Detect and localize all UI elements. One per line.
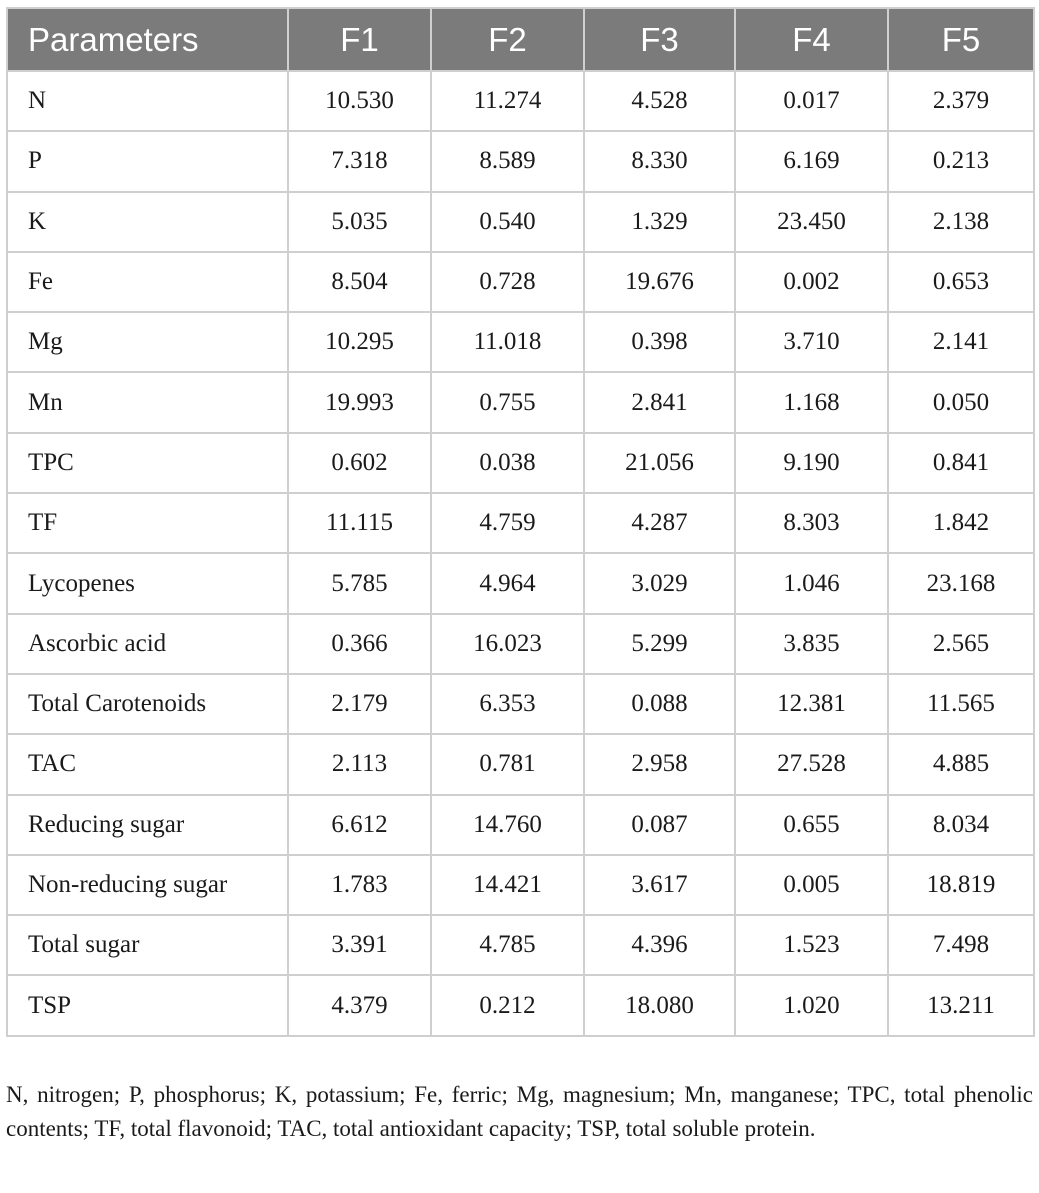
cell-f5: 0.653 [888, 252, 1034, 312]
cell-f1: 2.179 [288, 674, 431, 734]
cell-f5: 8.034 [888, 795, 1034, 855]
cell-f3: 1.329 [584, 192, 735, 252]
cell-f5: 2.138 [888, 192, 1034, 252]
header-cell-f5: F5 [888, 8, 1034, 71]
table-row [7, 71, 1034, 131]
cell-f2: 11.274 [431, 71, 584, 131]
cell-parameter: Fe [7, 252, 288, 312]
header-cell-f1: F1 [288, 8, 431, 71]
cell-parameter: TPC [7, 433, 288, 493]
table-row [7, 674, 1034, 734]
cell-f3: 19.676 [584, 252, 735, 312]
cell-f2: 6.353 [431, 674, 584, 734]
table-row [7, 493, 1034, 553]
cell-f2: 0.755 [431, 372, 584, 432]
cell-parameter: Non-reducing sugar [7, 855, 288, 915]
cell-f4: 3.710 [735, 312, 888, 372]
cell-f2: 4.964 [431, 553, 584, 613]
cell-parameter: Ascorbic acid [7, 614, 288, 674]
cell-f4: 12.381 [735, 674, 888, 734]
table-row [7, 975, 1034, 1035]
cell-parameter: P [7, 131, 288, 191]
cell-f1: 0.602 [288, 433, 431, 493]
cell-f3: 18.080 [584, 975, 735, 1035]
cell-f1: 4.379 [288, 975, 431, 1035]
cell-f3: 8.330 [584, 131, 735, 191]
cell-parameter: N [7, 71, 288, 131]
cell-f5: 11.565 [888, 674, 1034, 734]
data-table [6, 7, 1035, 1037]
cell-f2: 0.540 [431, 192, 584, 252]
cell-f2: 4.785 [431, 915, 584, 975]
cell-f5: 0.841 [888, 433, 1034, 493]
cell-f3: 21.056 [584, 433, 735, 493]
cell-f2: 8.589 [431, 131, 584, 191]
table-header [7, 8, 1034, 71]
header-cell-f3: F3 [584, 8, 735, 71]
cell-f4: 0.655 [735, 795, 888, 855]
cell-f1: 11.115 [288, 493, 431, 553]
cell-f1: 5.785 [288, 553, 431, 613]
cell-f1: 2.113 [288, 734, 431, 794]
cell-f1: 5.035 [288, 192, 431, 252]
cell-f4: 8.303 [735, 493, 888, 553]
cell-f3: 4.396 [584, 915, 735, 975]
cell-f4: 27.528 [735, 734, 888, 794]
cell-parameter: K [7, 192, 288, 252]
cell-f5: 4.885 [888, 734, 1034, 794]
cell-f2: 0.212 [431, 975, 584, 1035]
cell-f4: 23.450 [735, 192, 888, 252]
cell-f2: 14.760 [431, 795, 584, 855]
table-body [7, 71, 1034, 1036]
cell-f1: 10.295 [288, 312, 431, 372]
cell-f5: 13.211 [888, 975, 1034, 1035]
cell-f1: 10.530 [288, 71, 431, 131]
table-row [7, 795, 1034, 855]
cell-f3: 0.398 [584, 312, 735, 372]
cell-f4: 0.002 [735, 252, 888, 312]
cell-f3: 4.287 [584, 493, 735, 553]
cell-f1: 6.612 [288, 795, 431, 855]
cell-parameter: Lycopenes [7, 553, 288, 613]
cell-f4: 1.523 [735, 915, 888, 975]
cell-f3: 0.088 [584, 674, 735, 734]
table-footnote: N, nitrogen; P, phosphorus; K, potassium; Fe, ferric; Mg, magnesium; Mn, manganese; TPC, total phenolic contents; TF, total flavonoid; TAC, total antioxidant capacity; TSP, total soluble protein. [6, 1082, 1033, 1141]
cell-f5: 2.565 [888, 614, 1034, 674]
cell-parameter: Mg [7, 312, 288, 372]
cell-f5: 0.050 [888, 372, 1034, 432]
cell-f2: 11.018 [431, 312, 584, 372]
cell-parameter: TAC [7, 734, 288, 794]
cell-f4: 3.835 [735, 614, 888, 674]
table-row [7, 252, 1034, 312]
cell-f2: 0.728 [431, 252, 584, 312]
cell-f2: 4.759 [431, 493, 584, 553]
table-row [7, 372, 1034, 432]
cell-parameter: TSP [7, 975, 288, 1035]
cell-f4: 1.020 [735, 975, 888, 1035]
cell-f5: 23.168 [888, 553, 1034, 613]
table-row [7, 614, 1034, 674]
cell-f4: 9.190 [735, 433, 888, 493]
cell-f2: 0.038 [431, 433, 584, 493]
cell-f1: 0.366 [288, 614, 431, 674]
cell-f5: 2.379 [888, 71, 1034, 131]
cell-f3: 2.958 [584, 734, 735, 794]
cell-parameter: Total sugar [7, 915, 288, 975]
cell-f4: 6.169 [735, 131, 888, 191]
header-cell-parameters: Parameters [7, 8, 288, 71]
table-row [7, 192, 1034, 252]
header-cell-f4: F4 [735, 8, 888, 71]
table-row [7, 433, 1034, 493]
table-row [7, 312, 1034, 372]
cell-parameter: Mn [7, 372, 288, 432]
table-row [7, 131, 1034, 191]
cell-f5: 7.498 [888, 915, 1034, 975]
cell-f3: 3.617 [584, 855, 735, 915]
table-row [7, 734, 1034, 794]
cell-f1: 7.318 [288, 131, 431, 191]
table-row [7, 855, 1034, 915]
cell-f4: 1.168 [735, 372, 888, 432]
cell-f4: 0.005 [735, 855, 888, 915]
cell-parameter: TF [7, 493, 288, 553]
cell-f1: 8.504 [288, 252, 431, 312]
cell-parameter: Reducing sugar [7, 795, 288, 855]
cell-f2: 16.023 [431, 614, 584, 674]
cell-f3: 3.029 [584, 553, 735, 613]
cell-f4: 1.046 [735, 553, 888, 613]
cell-parameter: Total Carotenoids [7, 674, 288, 734]
cell-f5: 1.842 [888, 493, 1034, 553]
cell-f1: 1.783 [288, 855, 431, 915]
header-row [7, 8, 1034, 71]
table-row [7, 915, 1034, 975]
cell-f3: 5.299 [584, 614, 735, 674]
cell-f2: 14.421 [431, 855, 584, 915]
cell-f5: 0.213 [888, 131, 1034, 191]
table-container [6, 7, 1033, 1037]
cell-f2: 0.781 [431, 734, 584, 794]
table-row [7, 553, 1034, 613]
cell-f5: 2.141 [888, 312, 1034, 372]
cell-f3: 0.087 [584, 795, 735, 855]
cell-f5: 18.819 [888, 855, 1034, 915]
header-cell-f2: F2 [431, 8, 584, 71]
cell-f1: 3.391 [288, 915, 431, 975]
cell-f3: 2.841 [584, 372, 735, 432]
cell-f1: 19.993 [288, 372, 431, 432]
cell-f3: 4.528 [584, 71, 735, 131]
cell-f4: 0.017 [735, 71, 888, 131]
